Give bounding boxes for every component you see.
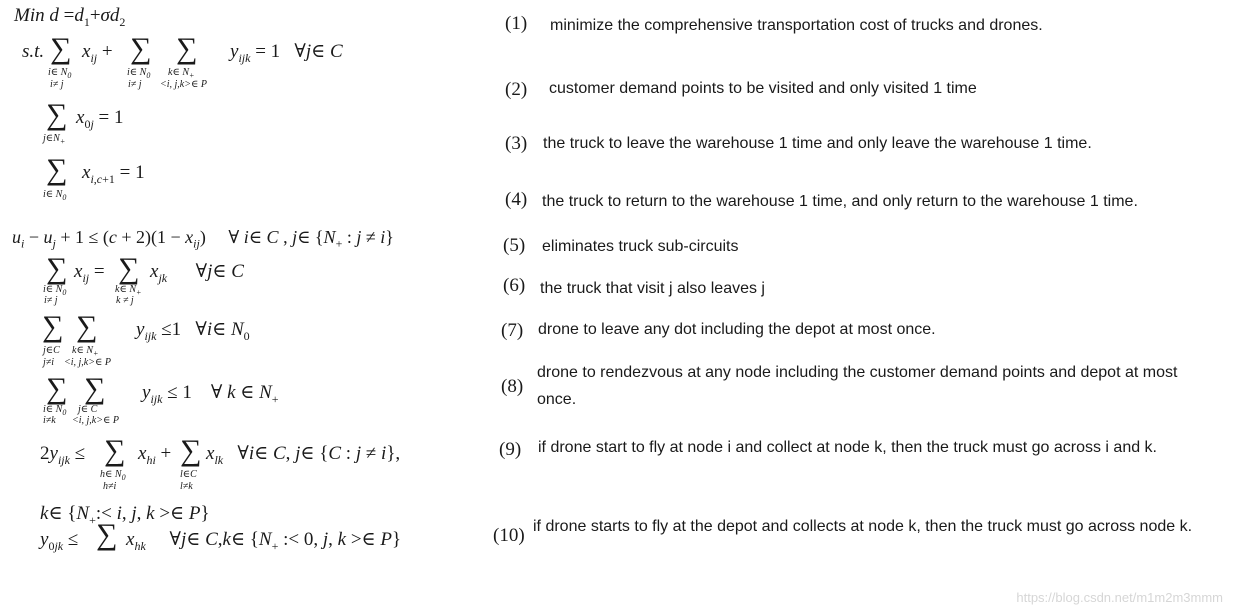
constraint-number-10: (10)	[493, 525, 525, 546]
constraint-number-8: (8)	[501, 376, 524, 397]
constraint-text-3: the truck to leave the warehouse 1 time and only leave the warehouse 1 time.	[543, 135, 1092, 152]
constraint-text-4: the truck to return to the warehouse 1 time, and only return to the warehouse 1 time.	[542, 193, 1138, 210]
constraint-text-9: if drone start to fly at node i and collect at node k, then the truck must go across i and k.	[538, 439, 1157, 456]
constraint-number-9: (9)	[499, 439, 522, 460]
constraint-number-5: (5)	[503, 235, 526, 256]
constraint-number-6: (6)	[503, 275, 526, 296]
constraint-text-2: customer demand points to be visited and only visited 1 time	[549, 80, 977, 97]
constraint-number-1: (1)	[505, 13, 528, 34]
constraint-text-8: drone to rendezvous at any node including the customer demand points and depot at most once.	[537, 364, 1178, 408]
constraint-text-5: eliminates truck sub-circuits	[542, 238, 739, 255]
formula-1: Min $d =d_1+\sigma d_2$	[14, 5, 126, 29]
constraint-number-7: (7)	[501, 320, 524, 341]
constraint-number-2: (2)	[505, 79, 528, 100]
constraint-text-7: drone to leave any dot including the depot at most once.	[538, 321, 936, 338]
formula-5: $u_i - u_j + 1 \le (c + 2)(1 - x_{ij})$ ∀ i∈ C , j∈ {$N_+$ : j ≠ i}	[12, 227, 394, 251]
constraint-text-1: minimize the comprehensive transportation cost of trucks and drones.	[550, 17, 1043, 34]
watermark: https://blog.csdn.net/m1m2m3mmm	[1016, 590, 1223, 605]
constraint-text-10: if drone starts to fly at the depot and collects at node k, then the truck must go across node k.	[533, 518, 1193, 535]
constraint-text-6: the truck that visit j also leaves j	[540, 280, 765, 297]
constraint-number-4: (4)	[505, 189, 528, 210]
constraint-number-3: (3)	[505, 133, 528, 154]
